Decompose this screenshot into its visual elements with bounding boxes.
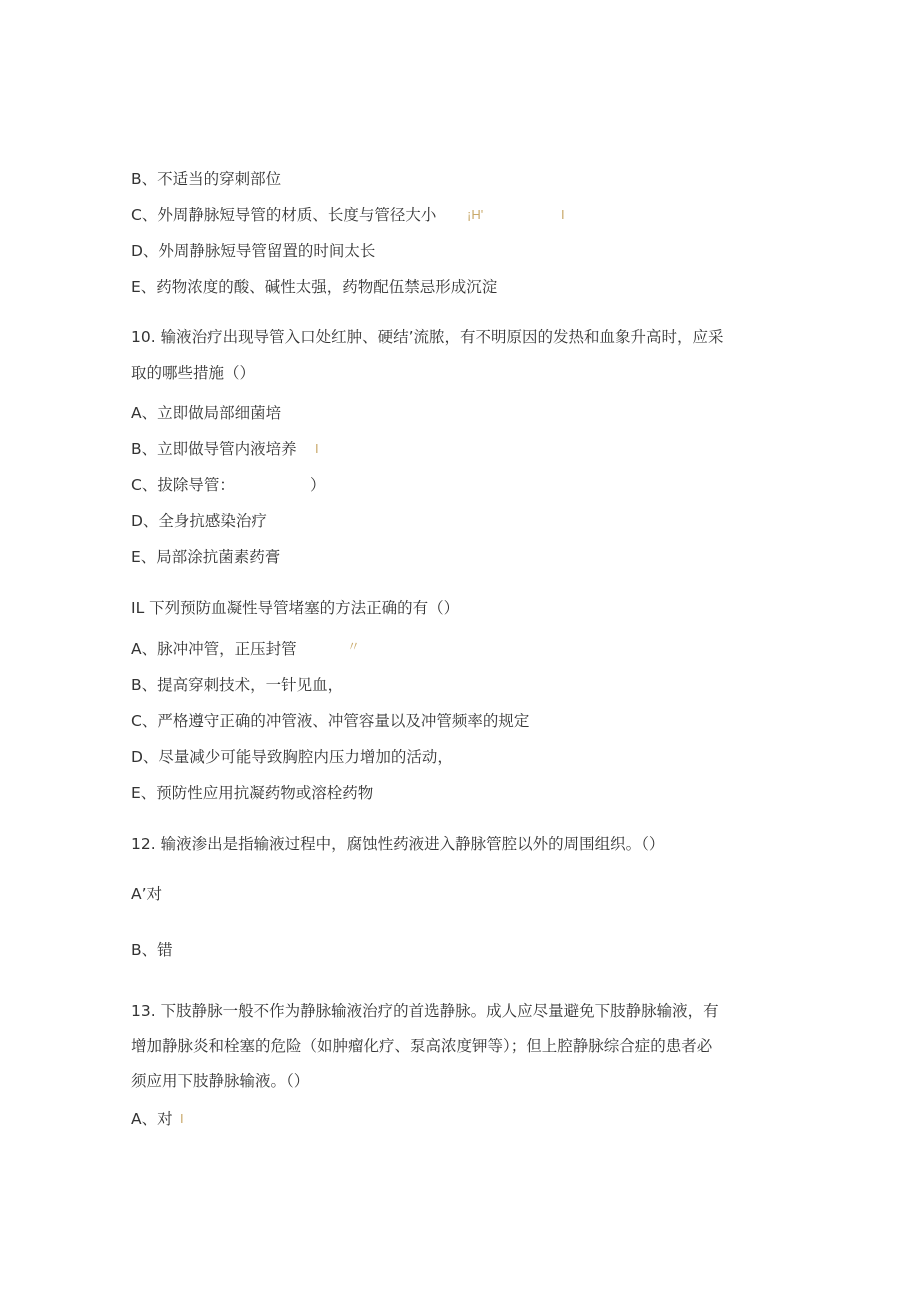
q11-stem: IL 下列预防血凝性导管堵塞的方法正确的有（）: [131, 599, 460, 617]
q13-option-a: A、对: [131, 1110, 173, 1128]
q9-option-d: D、外周静脉短导管留置的时间太长: [131, 242, 376, 260]
q13-stem-line-2: 增加静脉炎和栓塞的危险（如肿瘤化疗、泵高浓度钾等）；但上腔静脉综合症的患者必: [131, 1037, 713, 1055]
q11-option-b: B、提高穿刺技术，一针见血，: [131, 676, 344, 694]
q9-option-b: B、不适当的穿刺部位: [131, 170, 282, 188]
q9-option-e: E、药物浓度的酸、碱性太强，药物配伍禁忌形成沉淀: [131, 278, 498, 296]
q10-option-d: D、全身抗感染治疗: [131, 512, 267, 530]
q12-option-a: A’对: [131, 885, 163, 903]
stray-mark: ¡H': [467, 207, 484, 222]
q10-option-c: C、拔除导管：: [131, 476, 235, 494]
q11-option-e: E、预防性应用抗凝药物或溶栓药物: [131, 784, 374, 802]
q10-stem-line-1: 10. 输液治疗出现导管入口处红肿、硬结’流脓，有不明原因的发热和血象升高时，应采: [131, 328, 724, 346]
q11-option-d: D、尽量减少可能导致胸腔内压力增加的活动，: [131, 748, 453, 766]
q10-option-e: E、局部涂抗菌素药膏: [131, 548, 281, 566]
q10-stem-line-2: 取的哪些措施（）: [131, 364, 256, 382]
q13-stem-line-1: 13. 下肢静脉一般不作为静脉输液治疗的首选静脉。成人应尽量避免下肢静脉输液，有: [131, 1002, 719, 1020]
q10-option-c-paren: ）: [310, 476, 326, 494]
q11-option-a: A、脉冲冲管，正压封管: [131, 640, 297, 658]
q12-option-b: B、错: [131, 941, 173, 959]
q10-option-b: B、立即做导管内液培养: [131, 440, 297, 458]
q12-stem: 12. 输液渗出是指输液过程中，腐蚀性药液进入静脉管腔以外的周围组织。（）: [131, 835, 665, 853]
q11-option-c: C、严格遵守正确的冲管液、冲管容量以及冲管频率的规定: [131, 712, 530, 730]
stray-mark: I: [180, 1111, 184, 1126]
q9-option-c: C、外周静脉短导管的材质、长度与管径大小: [131, 206, 437, 224]
q10-option-a: A、立即做局部细菌培: [131, 404, 282, 422]
stray-mark: I: [561, 207, 565, 222]
q13-stem-line-3: 须应用下肢静脉输液。（）: [131, 1072, 310, 1090]
stray-mark: I: [315, 441, 319, 456]
stray-mark: 〃: [347, 639, 361, 654]
